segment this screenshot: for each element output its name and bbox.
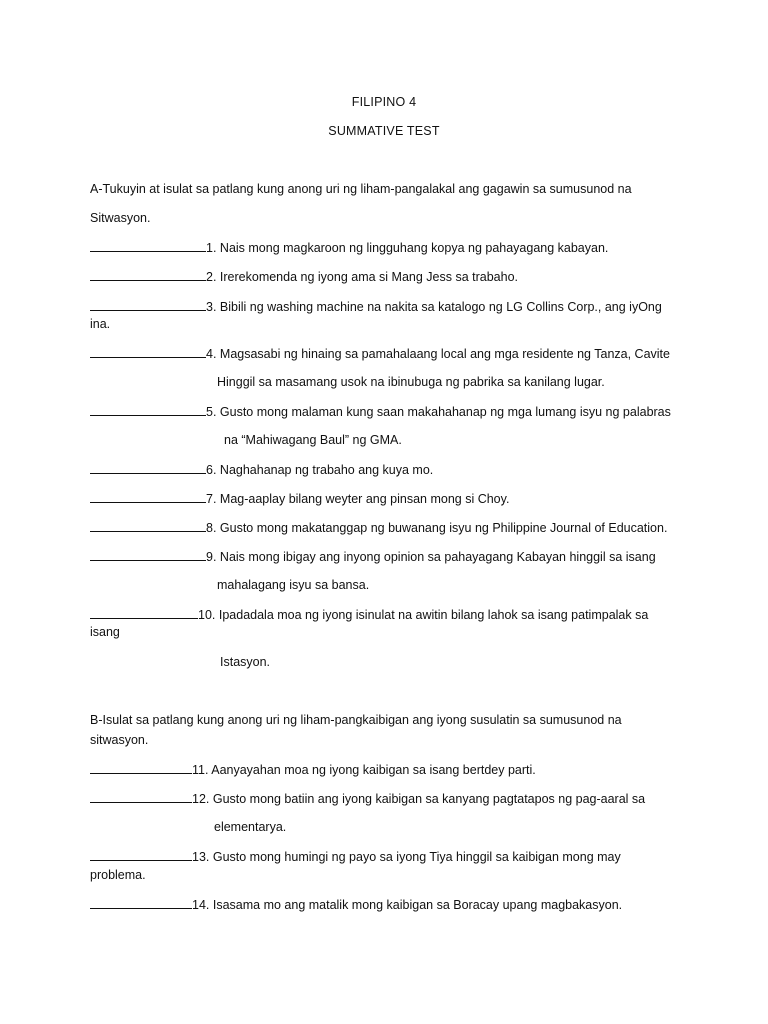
question-9: 9. Nais mong ibigay ang inyong opinion sa pahayagang Kabayan hinggil sa isang [90,549,678,564]
question-7: 7. Mag-aaplay bilang weyter ang pinsan mong si Choy. [90,491,678,506]
question-10-cont: Istasyon. [220,655,271,669]
question-12: 12. Gusto mong batiin ang iyong kaibigan sa kanyang pagtatapos ng pag-aaral sa [90,791,678,806]
question-5: 5. Gusto mong malaman kung saan makahahanap ng mga lumang isyu ng palabras [90,404,678,419]
answer-blank-5[interactable] [90,404,206,416]
section-b-instruction: B-Isulat sa patlang kung anong uri ng liham-pangkaibigan ang iyong susulatin sa sumusunod na [90,713,622,727]
question-1: 1. Nais mong magkaroon ng lingguhang kopya ng pahayagang kabayan. [90,240,678,255]
answer-blank-6[interactable] [90,462,206,474]
answer-blank-8[interactable] [90,520,206,532]
answer-blank-2[interactable] [90,269,206,281]
question-6: 6. Naghahanap ng trabaho ang kuya mo. [90,462,678,477]
question-10-wrap: isang [90,625,120,639]
question-12-cont: elementarya. [214,820,287,834]
answer-blank-4[interactable] [90,346,206,358]
question-10: 10. Ipadadala moa ng iyong isinulat na awitin bilang lahok sa isang patimpalak sa [90,607,678,622]
question-4-cont: Hinggil sa masamang usok na ibinubuga ng pabrika sa kanilang lugar. [217,375,605,389]
section-b-instruction-cont: sitwasyon. [90,733,149,747]
answer-blank-9[interactable] [90,549,206,561]
section-a-instruction: A-Tukuyin at isulat sa patlang kung anong uri ng liham-pangalakal ang gagawin sa sumusunod na [90,182,632,196]
answer-blank-3[interactable] [90,299,206,311]
answer-blank-12[interactable] [90,791,192,803]
question-8: 8. Gusto mong makatanggap ng buwanang isyu ng Philippine Journal of Education. [90,520,678,535]
answer-blank-11[interactable] [90,762,192,774]
answer-blank-10[interactable] [90,607,198,619]
subject-title: FILIPINO 4 [351,95,417,109]
section-a-instruction-cont: Sitwasyon. [90,211,151,225]
answer-blank-13[interactable] [90,849,192,861]
question-5-cont: na “Mahiwagang Baul” ng GMA. [224,433,402,447]
answer-blank-1[interactable] [90,240,206,252]
question-14: 14. Isasama mo ang matalik mong kaibigan sa Boracay upang magbakasyon. [90,897,678,912]
question-4: 4. Magsasabi ng hinaing sa pamahalaang local ang mga residente ng Tanza, Cavite [90,346,678,361]
question-2: 2. Irerekomenda ng iyong ama si Mang Jess sa trabaho. [90,269,678,284]
question-13: 13. Gusto mong humingi ng payo sa iyong Tiya hinggil sa kaibigan mong may [90,849,678,864]
question-3: 3. Bibili ng washing machine na nakita sa katalogo ng LG Collins Corp., ang iyOng [90,299,678,314]
test-title: SUMMATIVE TEST [328,124,440,138]
question-3-wrap: ina. [90,317,111,331]
answer-blank-14[interactable] [90,897,192,909]
question-13-wrap: problema. [90,868,146,882]
question-9-cont: mahalagang isyu sa bansa. [217,578,370,592]
question-11: 11. Aanyayahan moa ng iyong kaibigan sa isang bertdey parti. [90,762,678,777]
answer-blank-7[interactable] [90,491,206,503]
